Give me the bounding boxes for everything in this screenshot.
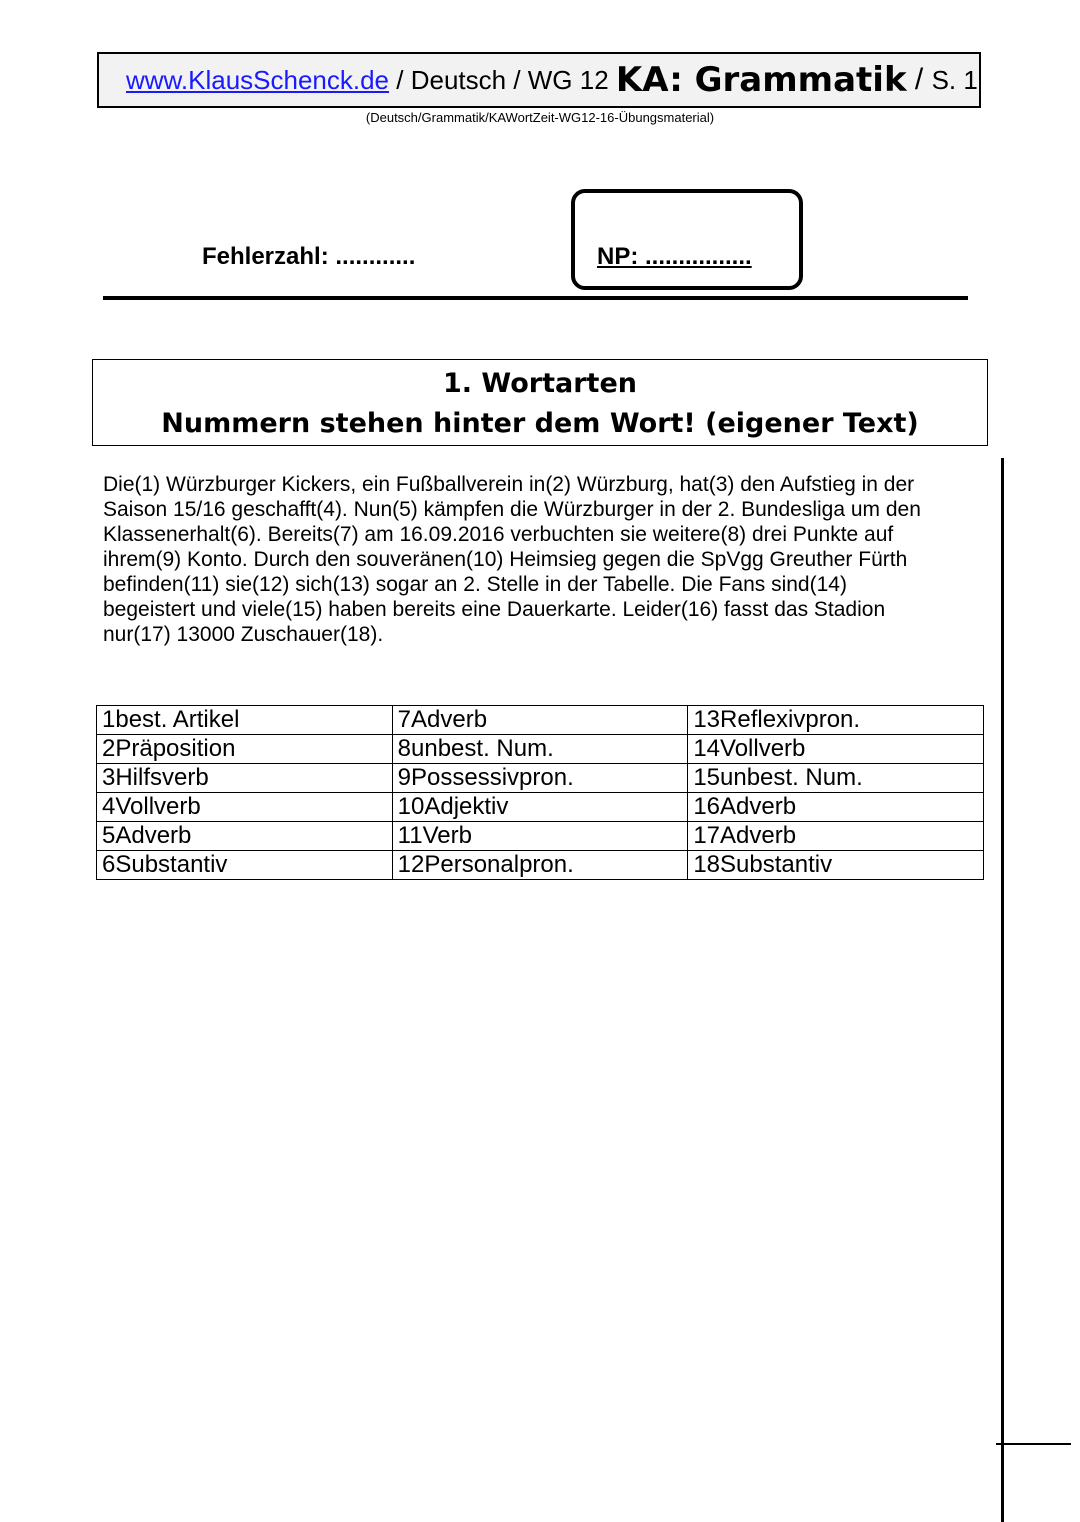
table-cell: 5Adverb xyxy=(97,822,393,851)
table-row xyxy=(97,706,984,735)
section-title: 1. Wortarten xyxy=(442,368,637,399)
word-class-table xyxy=(96,705,984,880)
table-cell: 15unbest. Num. xyxy=(688,764,984,793)
table-row xyxy=(97,735,984,764)
section-subtitle: Nummern stehen hinter dem Wort! (eigener Text) xyxy=(161,408,919,439)
table-cell: 17Adverb xyxy=(688,822,984,851)
np-field: NP: ................ xyxy=(597,243,752,270)
fehlerzahl-field: Fehlerzahl: ............ xyxy=(202,243,416,270)
table-cell: 9Possessivpron. xyxy=(392,764,688,793)
text-line: befinden(11) sie(12) sich(13) sogar an 2. Stelle in der Tabelle. Die Fans sind(14) xyxy=(103,573,847,596)
table-cell: 13Reflexivpron. xyxy=(688,706,984,735)
table-cell: 7Adverb xyxy=(392,706,688,735)
header-separator: / xyxy=(906,63,932,96)
margin-line xyxy=(1001,458,1004,1522)
header-class: WG 12 xyxy=(527,64,616,95)
table-cell: 3Hilfsverb xyxy=(97,764,393,793)
table-cell: 4Vollverb xyxy=(97,793,393,822)
header-separator: / xyxy=(506,64,528,95)
table-cell: 16Adverb xyxy=(688,793,984,822)
table-cell: 12Personalpron. xyxy=(392,851,688,880)
table-cell: 2Präposition xyxy=(97,735,393,764)
table-row xyxy=(97,822,984,851)
text-line: begeistert und viele(15) haben bereits eine Dauerkarte. Leider(16) fasst das Stadion xyxy=(103,598,886,621)
np-box xyxy=(571,189,803,290)
table-row xyxy=(97,851,984,880)
table-row xyxy=(97,793,984,822)
text-line: ihrem(9) Konto. Durch den souveränen(10) Heimsieg gegen die SpVgg Greuther Fürth xyxy=(103,548,908,571)
text-line: nur(17) 13000 Zuschauer(18). xyxy=(103,623,384,646)
table-cell: 8unbest. Num. xyxy=(392,735,688,764)
header-box xyxy=(97,52,981,108)
section-heading-box xyxy=(92,359,988,446)
header-subject: Deutsch xyxy=(410,64,507,95)
table-cell: 14Vollverb xyxy=(688,735,984,764)
text-line: Saison 15/16 geschafft(4). Nun(5) kämpfen die Würzburger in der 2. Bundesliga um den xyxy=(103,498,921,521)
table-cell: 10Adjektiv xyxy=(392,793,688,822)
margin-tick xyxy=(996,1443,1071,1445)
table-row xyxy=(97,764,984,793)
document-path: (Deutsch/Grammatik/KAWortZeit-WG12-16-Übungsmaterial) xyxy=(365,110,715,125)
table-cell: 11Verb xyxy=(392,822,688,851)
text-line: Klassenerhalt(6). Bereits(7) am 16.09.2016 verbuchten sie weitere(8) drei Punkte auf xyxy=(103,523,894,546)
header-page: S. 1 xyxy=(931,64,978,95)
exercise-text xyxy=(103,472,963,647)
table-cell: 18Substantiv xyxy=(688,851,984,880)
header-separator: / xyxy=(389,64,411,95)
divider xyxy=(103,296,968,300)
header-title: KA: Grammatik xyxy=(615,60,907,100)
site-link[interactable]: www.KlausSchenck.de xyxy=(126,64,390,95)
table-cell: 1best. Artikel xyxy=(97,706,393,735)
table-cell: 6Substantiv xyxy=(97,851,393,880)
text-line: Die(1) Würzburger Kickers, ein Fußballverein in(2) Würzburg, hat(3) den Aufstieg in der xyxy=(103,473,915,496)
